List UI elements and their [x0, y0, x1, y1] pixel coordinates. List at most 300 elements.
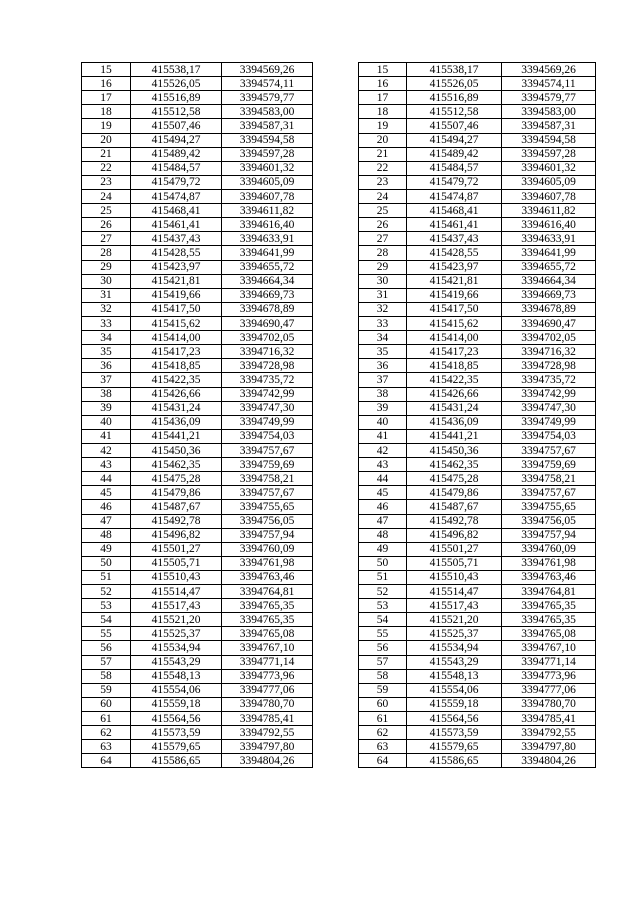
column-gap: [313, 627, 359, 641]
table-row: [82, 189, 596, 203]
right-x-coordinate-cell: 415421,81: [407, 274, 502, 288]
right-point-number-cell: 38: [359, 387, 407, 401]
column-gap: [313, 331, 359, 345]
right-y-coordinate-cell: 3394759,69: [502, 458, 596, 472]
right-x-coordinate-cell: 415417,23: [407, 345, 502, 359]
table-row: [82, 260, 596, 274]
right-point-number-cell: 46: [359, 500, 407, 514]
column-gap: [313, 218, 359, 232]
right-y-coordinate-cell: 3394716,32: [502, 345, 596, 359]
right-y-coordinate-cell: 3394605,09: [502, 175, 596, 189]
right-point-number-cell: 16: [359, 77, 407, 91]
table-row: [82, 387, 596, 401]
left-x-coordinate-cell: 415492,78: [131, 514, 222, 528]
column-gap: [313, 401, 359, 415]
column-gap: [313, 77, 359, 91]
left-point-number-cell: 60: [82, 697, 131, 711]
right-point-number-cell: 20: [359, 133, 407, 147]
right-point-number-cell: 37: [359, 373, 407, 387]
left-y-coordinate-cell: 3394678,89: [222, 302, 313, 316]
right-x-coordinate-cell: 415496,82: [407, 528, 502, 542]
right-point-number-cell: 40: [359, 415, 407, 429]
left-point-number-cell: 62: [82, 726, 131, 740]
right-x-coordinate-cell: 415475,28: [407, 472, 502, 486]
table-row: [82, 429, 596, 443]
right-point-number-cell: 24: [359, 189, 407, 203]
right-point-number-cell: 56: [359, 641, 407, 655]
table-row: [82, 655, 596, 669]
right-y-coordinate-cell: 3394574,11: [502, 77, 596, 91]
left-y-coordinate-cell: 3394771,14: [222, 655, 313, 669]
table-row: [82, 669, 596, 683]
left-point-number-cell: 44: [82, 472, 131, 486]
column-gap: [313, 697, 359, 711]
left-point-number-cell: 52: [82, 585, 131, 599]
column-gap: [313, 189, 359, 203]
left-point-number-cell: 59: [82, 683, 131, 697]
right-y-coordinate-cell: 3394616,40: [502, 218, 596, 232]
right-point-number-cell: 25: [359, 204, 407, 218]
column-gap: [313, 514, 359, 528]
table-row: [82, 302, 596, 316]
right-y-coordinate-cell: 3394728,98: [502, 359, 596, 373]
left-y-coordinate-cell: 3394616,40: [222, 218, 313, 232]
table-row: [82, 246, 596, 260]
column-gap: [313, 740, 359, 754]
column-gap: [313, 429, 359, 443]
right-point-number-cell: 21: [359, 147, 407, 161]
left-x-coordinate-cell: 415507,46: [131, 119, 222, 133]
column-gap: [313, 542, 359, 556]
right-point-number-cell: 32: [359, 302, 407, 316]
left-y-coordinate-cell: 3394757,67: [222, 443, 313, 457]
right-point-number-cell: 28: [359, 246, 407, 260]
table-row: [82, 232, 596, 246]
left-y-coordinate-cell: 3394569,26: [222, 63, 313, 77]
right-x-coordinate-cell: 415426,66: [407, 387, 502, 401]
right-x-coordinate-cell: 415525,37: [407, 627, 502, 641]
column-gap: [313, 754, 359, 768]
right-x-coordinate-cell: 415474,87: [407, 189, 502, 203]
left-x-coordinate-cell: 415586,65: [131, 754, 222, 768]
table-row: [82, 570, 596, 584]
table-row: [82, 472, 596, 486]
left-x-coordinate-cell: 415516,89: [131, 91, 222, 105]
left-y-coordinate-cell: 3394597,28: [222, 147, 313, 161]
table-row: [82, 415, 596, 429]
left-y-coordinate-cell: 3394763,46: [222, 570, 313, 584]
table-row: [82, 345, 596, 359]
column-gap: [313, 669, 359, 683]
left-x-coordinate-cell: 415510,43: [131, 570, 222, 584]
left-y-coordinate-cell: 3394690,47: [222, 316, 313, 330]
left-x-coordinate-cell: 415484,57: [131, 161, 222, 175]
right-y-coordinate-cell: 3394767,10: [502, 641, 596, 655]
left-y-coordinate-cell: 3394641,99: [222, 246, 313, 260]
table-row: [82, 119, 596, 133]
table-row: [82, 486, 596, 500]
right-y-coordinate-cell: 3394641,99: [502, 246, 596, 260]
left-y-coordinate-cell: 3394669,73: [222, 288, 313, 302]
left-x-coordinate-cell: 415474,87: [131, 189, 222, 203]
left-x-coordinate-cell: 415573,59: [131, 726, 222, 740]
right-point-number-cell: 55: [359, 627, 407, 641]
left-y-coordinate-cell: 3394583,00: [222, 105, 313, 119]
column-gap: [313, 458, 359, 472]
left-y-coordinate-cell: 3394757,67: [222, 486, 313, 500]
left-x-coordinate-cell: 415428,55: [131, 246, 222, 260]
right-y-coordinate-cell: 3394785,41: [502, 712, 596, 726]
left-y-coordinate-cell: 3394655,72: [222, 260, 313, 274]
left-x-coordinate-cell: 415521,20: [131, 613, 222, 627]
left-x-coordinate-cell: 415501,27: [131, 542, 222, 556]
left-point-number-cell: 22: [82, 161, 131, 175]
table-row: [82, 373, 596, 387]
right-x-coordinate-cell: 415418,85: [407, 359, 502, 373]
left-x-coordinate-cell: 415512,58: [131, 105, 222, 119]
left-y-coordinate-cell: 3394777,06: [222, 683, 313, 697]
right-y-coordinate-cell: 3394760,09: [502, 542, 596, 556]
left-y-coordinate-cell: 3394633,91: [222, 232, 313, 246]
right-x-coordinate-cell: 415428,55: [407, 246, 502, 260]
right-point-number-cell: 64: [359, 754, 407, 768]
table-row: [82, 754, 596, 768]
right-point-number-cell: 52: [359, 585, 407, 599]
left-y-coordinate-cell: 3394758,21: [222, 472, 313, 486]
right-x-coordinate-cell: 415414,00: [407, 331, 502, 345]
right-x-coordinate-cell: 415422,35: [407, 373, 502, 387]
table-row: [82, 599, 596, 613]
right-point-number-cell: 49: [359, 542, 407, 556]
left-x-coordinate-cell: 415479,72: [131, 175, 222, 189]
table-row: [82, 726, 596, 740]
column-gap: [313, 472, 359, 486]
column-gap: [313, 274, 359, 288]
right-y-coordinate-cell: 3394755,65: [502, 500, 596, 514]
left-x-coordinate-cell: 415564,56: [131, 712, 222, 726]
left-point-number-cell: 43: [82, 458, 131, 472]
right-x-coordinate-cell: 415462,35: [407, 458, 502, 472]
left-x-coordinate-cell: 415450,36: [131, 443, 222, 457]
right-x-coordinate-cell: 415415,62: [407, 316, 502, 330]
table-row: [82, 147, 596, 161]
right-y-coordinate-cell: 3394594,58: [502, 133, 596, 147]
left-y-coordinate-cell: 3394594,58: [222, 133, 313, 147]
column-gap: [313, 161, 359, 175]
table-row: [82, 331, 596, 345]
left-point-number-cell: 57: [82, 655, 131, 669]
left-y-coordinate-cell: 3394716,32: [222, 345, 313, 359]
left-point-number-cell: 15: [82, 63, 131, 77]
right-y-coordinate-cell: 3394757,67: [502, 443, 596, 457]
right-y-coordinate-cell: 3394761,98: [502, 556, 596, 570]
table-row: [82, 683, 596, 697]
left-y-coordinate-cell: 3394785,41: [222, 712, 313, 726]
left-point-number-cell: 39: [82, 401, 131, 415]
right-y-coordinate-cell: 3394597,28: [502, 147, 596, 161]
table-row: [82, 161, 596, 175]
left-x-coordinate-cell: 415517,43: [131, 599, 222, 613]
left-point-number-cell: 51: [82, 570, 131, 584]
table-body: [82, 63, 596, 768]
right-y-coordinate-cell: 3394757,94: [502, 528, 596, 542]
right-point-number-cell: 27: [359, 232, 407, 246]
right-point-number-cell: 60: [359, 697, 407, 711]
left-point-number-cell: 24: [82, 189, 131, 203]
right-y-coordinate-cell: 3394690,47: [502, 316, 596, 330]
right-y-coordinate-cell: 3394633,91: [502, 232, 596, 246]
left-y-coordinate-cell: 3394601,32: [222, 161, 313, 175]
right-point-number-cell: 62: [359, 726, 407, 740]
table-row: [82, 401, 596, 415]
right-y-coordinate-cell: 3394669,73: [502, 288, 596, 302]
left-point-number-cell: 40: [82, 415, 131, 429]
left-x-coordinate-cell: 415441,21: [131, 429, 222, 443]
left-x-coordinate-cell: 415414,00: [131, 331, 222, 345]
column-gap: [313, 246, 359, 260]
left-y-coordinate-cell: 3394797,80: [222, 740, 313, 754]
right-x-coordinate-cell: 415492,78: [407, 514, 502, 528]
table-row: [82, 712, 596, 726]
right-x-coordinate-cell: 415521,20: [407, 613, 502, 627]
column-gap: [313, 585, 359, 599]
left-point-number-cell: 17: [82, 91, 131, 105]
column-gap: [313, 91, 359, 105]
table-row: [82, 613, 596, 627]
right-point-number-cell: 59: [359, 683, 407, 697]
left-point-number-cell: 53: [82, 599, 131, 613]
left-point-number-cell: 31: [82, 288, 131, 302]
column-gap: [313, 570, 359, 584]
table-row: [82, 91, 596, 105]
right-x-coordinate-cell: 415586,65: [407, 754, 502, 768]
right-y-coordinate-cell: 3394764,81: [502, 585, 596, 599]
right-y-coordinate-cell: 3394749,99: [502, 415, 596, 429]
left-x-coordinate-cell: 415554,06: [131, 683, 222, 697]
left-x-coordinate-cell: 415526,05: [131, 77, 222, 91]
left-point-number-cell: 56: [82, 641, 131, 655]
left-point-number-cell: 36: [82, 359, 131, 373]
right-point-number-cell: 43: [359, 458, 407, 472]
right-x-coordinate-cell: 415419,66: [407, 288, 502, 302]
left-point-number-cell: 37: [82, 373, 131, 387]
left-x-coordinate-cell: 415419,66: [131, 288, 222, 302]
table-row: [82, 274, 596, 288]
right-y-coordinate-cell: 3394579,77: [502, 91, 596, 105]
left-point-number-cell: 33: [82, 316, 131, 330]
right-y-coordinate-cell: 3394780,70: [502, 697, 596, 711]
left-point-number-cell: 64: [82, 754, 131, 768]
left-y-coordinate-cell: 3394773,96: [222, 669, 313, 683]
left-point-number-cell: 18: [82, 105, 131, 119]
left-y-coordinate-cell: 3394780,70: [222, 697, 313, 711]
right-point-number-cell: 54: [359, 613, 407, 627]
right-point-number-cell: 30: [359, 274, 407, 288]
right-y-coordinate-cell: 3394756,05: [502, 514, 596, 528]
column-gap: [313, 232, 359, 246]
left-point-number-cell: 42: [82, 443, 131, 457]
column-gap: [313, 119, 359, 133]
right-x-coordinate-cell: 415534,94: [407, 641, 502, 655]
left-point-number-cell: 61: [82, 712, 131, 726]
right-point-number-cell: 50: [359, 556, 407, 570]
right-x-coordinate-cell: 415554,06: [407, 683, 502, 697]
right-point-number-cell: 42: [359, 443, 407, 457]
table-row: [82, 133, 596, 147]
left-y-coordinate-cell: 3394804,26: [222, 754, 313, 768]
left-y-coordinate-cell: 3394579,77: [222, 91, 313, 105]
left-y-coordinate-cell: 3394765,35: [222, 599, 313, 613]
right-y-coordinate-cell: 3394765,35: [502, 599, 596, 613]
right-y-coordinate-cell: 3394773,96: [502, 669, 596, 683]
left-point-number-cell: 63: [82, 740, 131, 754]
column-gap: [313, 613, 359, 627]
table-row: [82, 443, 596, 457]
right-y-coordinate-cell: 3394664,34: [502, 274, 596, 288]
right-x-coordinate-cell: 415437,43: [407, 232, 502, 246]
column-gap: [313, 133, 359, 147]
right-point-number-cell: 18: [359, 105, 407, 119]
left-y-coordinate-cell: 3394760,09: [222, 542, 313, 556]
left-x-coordinate-cell: 415422,35: [131, 373, 222, 387]
left-y-coordinate-cell: 3394754,03: [222, 429, 313, 443]
left-point-number-cell: 25: [82, 204, 131, 218]
right-y-coordinate-cell: 3394583,00: [502, 105, 596, 119]
table-row: [82, 175, 596, 189]
right-y-coordinate-cell: 3394601,32: [502, 161, 596, 175]
right-y-coordinate-cell: 3394797,80: [502, 740, 596, 754]
table-row: [82, 627, 596, 641]
left-y-coordinate-cell: 3394757,94: [222, 528, 313, 542]
right-point-number-cell: 41: [359, 429, 407, 443]
column-gap: [313, 726, 359, 740]
right-x-coordinate-cell: 415517,43: [407, 599, 502, 613]
left-x-coordinate-cell: 415423,97: [131, 260, 222, 274]
right-y-coordinate-cell: 3394587,31: [502, 119, 596, 133]
table-row: [82, 63, 596, 77]
right-y-coordinate-cell: 3394702,05: [502, 331, 596, 345]
left-point-number-cell: 45: [82, 486, 131, 500]
left-point-number-cell: 54: [82, 613, 131, 627]
table-row: [82, 556, 596, 570]
left-x-coordinate-cell: 415418,85: [131, 359, 222, 373]
right-y-coordinate-cell: 3394792,55: [502, 726, 596, 740]
left-x-coordinate-cell: 415534,94: [131, 641, 222, 655]
table-row: [82, 500, 596, 514]
left-y-coordinate-cell: 3394764,81: [222, 585, 313, 599]
left-point-number-cell: 20: [82, 133, 131, 147]
right-point-number-cell: 48: [359, 528, 407, 542]
right-point-number-cell: 17: [359, 91, 407, 105]
left-y-coordinate-cell: 3394749,99: [222, 415, 313, 429]
right-y-coordinate-cell: 3394754,03: [502, 429, 596, 443]
right-point-number-cell: 31: [359, 288, 407, 302]
right-y-coordinate-cell: 3394678,89: [502, 302, 596, 316]
right-x-coordinate-cell: 415479,72: [407, 175, 502, 189]
right-point-number-cell: 29: [359, 260, 407, 274]
column-gap: [313, 641, 359, 655]
left-y-coordinate-cell: 3394702,05: [222, 331, 313, 345]
right-x-coordinate-cell: 415489,42: [407, 147, 502, 161]
left-y-coordinate-cell: 3394611,82: [222, 204, 313, 218]
left-x-coordinate-cell: 415462,35: [131, 458, 222, 472]
right-x-coordinate-cell: 415538,17: [407, 63, 502, 77]
left-x-coordinate-cell: 415415,62: [131, 316, 222, 330]
left-point-number-cell: 21: [82, 147, 131, 161]
right-y-coordinate-cell: 3394569,26: [502, 63, 596, 77]
table-row: [82, 585, 596, 599]
left-point-number-cell: 19: [82, 119, 131, 133]
right-x-coordinate-cell: 415548,13: [407, 669, 502, 683]
right-x-coordinate-cell: 415441,21: [407, 429, 502, 443]
right-point-number-cell: 57: [359, 655, 407, 669]
right-x-coordinate-cell: 415510,43: [407, 570, 502, 584]
left-y-coordinate-cell: 3394728,98: [222, 359, 313, 373]
right-point-number-cell: 47: [359, 514, 407, 528]
right-x-coordinate-cell: 415461,41: [407, 218, 502, 232]
left-x-coordinate-cell: 415489,42: [131, 147, 222, 161]
column-gap: [313, 486, 359, 500]
left-point-number-cell: 49: [82, 542, 131, 556]
table-row: [82, 458, 596, 472]
column-gap: [313, 105, 359, 119]
left-x-coordinate-cell: 415505,71: [131, 556, 222, 570]
column-gap: [313, 683, 359, 697]
table-row: [82, 740, 596, 754]
column-gap: [313, 443, 359, 457]
right-x-coordinate-cell: 415505,71: [407, 556, 502, 570]
column-gap: [313, 415, 359, 429]
coordinates-table: [81, 62, 596, 768]
column-gap: [313, 373, 359, 387]
right-x-coordinate-cell: 415526,05: [407, 77, 502, 91]
left-x-coordinate-cell: 415496,82: [131, 528, 222, 542]
left-y-coordinate-cell: 3394607,78: [222, 189, 313, 203]
right-x-coordinate-cell: 415468,41: [407, 204, 502, 218]
right-x-coordinate-cell: 415543,29: [407, 655, 502, 669]
left-x-coordinate-cell: 415475,28: [131, 472, 222, 486]
right-point-number-cell: 58: [359, 669, 407, 683]
left-x-coordinate-cell: 415417,23: [131, 345, 222, 359]
left-point-number-cell: 30: [82, 274, 131, 288]
table-row: [82, 697, 596, 711]
table-row: [82, 105, 596, 119]
left-y-coordinate-cell: 3394792,55: [222, 726, 313, 740]
right-y-coordinate-cell: 3394771,14: [502, 655, 596, 669]
left-x-coordinate-cell: 415436,09: [131, 415, 222, 429]
column-gap: [313, 260, 359, 274]
left-x-coordinate-cell: 415487,67: [131, 500, 222, 514]
right-x-coordinate-cell: 415564,56: [407, 712, 502, 726]
table-row: [82, 204, 596, 218]
left-x-coordinate-cell: 415421,81: [131, 274, 222, 288]
left-y-coordinate-cell: 3394605,09: [222, 175, 313, 189]
column-gap: [313, 500, 359, 514]
right-point-number-cell: 35: [359, 345, 407, 359]
column-gap: [313, 175, 359, 189]
column-gap: [313, 655, 359, 669]
right-y-coordinate-cell: 3394747,30: [502, 401, 596, 415]
table-row: [82, 641, 596, 655]
right-point-number-cell: 34: [359, 331, 407, 345]
left-point-number-cell: 55: [82, 627, 131, 641]
left-point-number-cell: 23: [82, 175, 131, 189]
left-point-number-cell: 38: [82, 387, 131, 401]
right-y-coordinate-cell: 3394804,26: [502, 754, 596, 768]
left-point-number-cell: 32: [82, 302, 131, 316]
table-row: [82, 316, 596, 330]
column-gap: [313, 528, 359, 542]
